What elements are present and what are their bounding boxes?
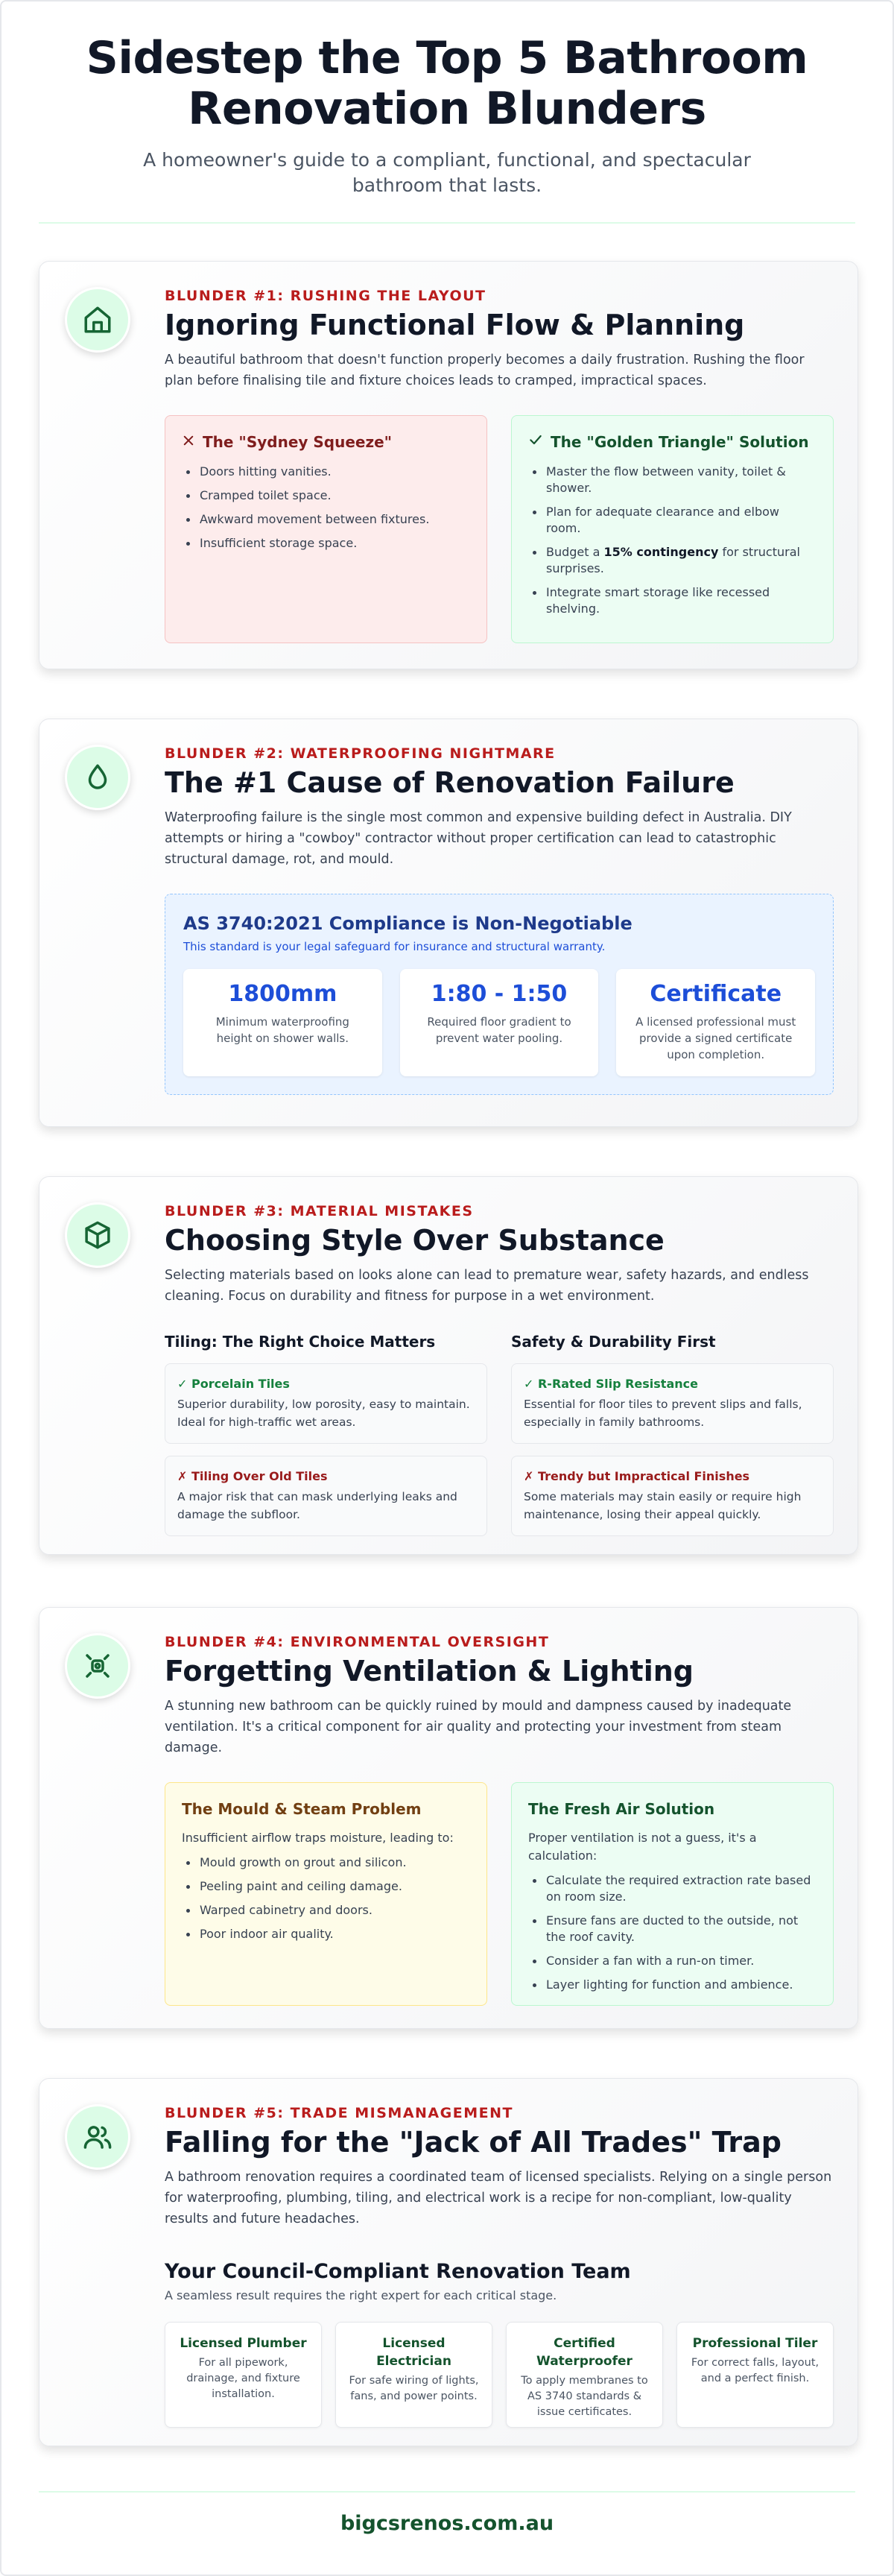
people-icon — [65, 2104, 130, 2170]
fresh-air-intro: Proper ventilation is not a guess, it's a calculation: — [528, 1831, 757, 1863]
golden-triangle-title: The "Golden Triangle" Solution — [551, 433, 809, 451]
stat-card — [616, 969, 815, 1076]
role-card — [676, 2322, 834, 2428]
blunder-5-title: Falling for the "Jack of All Trades" Trap — [165, 2126, 782, 2159]
blunder-3-card — [39, 1176, 858, 1555]
blunder-2-card — [39, 719, 858, 1127]
sydney-squeeze-box — [165, 415, 487, 643]
mould-problem-intro: Insufficient airflow traps moisture, leading to: — [182, 1831, 454, 1845]
material-description: Superior durability, low porosity, easy to maintain. Ideal for high-traffic wet areas. — [177, 1398, 470, 1429]
close-icon — [182, 432, 195, 452]
list-item: Doors hitting vanities. — [182, 464, 470, 480]
mould-problem-title: The Mould & Steam Problem — [182, 1800, 422, 1818]
role-description: For correct falls, layout, and a perfect finish. — [691, 2357, 820, 2384]
fresh-air-title: The Fresh Air Solution — [528, 1800, 715, 1818]
role-description: To apply membranes to AS 3740 standards & issue certificates. — [521, 2375, 648, 2418]
safety-heading: Safety & Durability First — [511, 1333, 716, 1351]
blunder-2-description: Waterproofing failure is the single most common and expensive building defect in Australia. DIY attempts or hiring a "cowboy" contractor without proper certification can lead to catastrophic structural damage, rot, and mould. — [165, 810, 792, 867]
page-header — [1, 1, 893, 198]
check-icon — [528, 432, 543, 452]
blunder-1-description: A beautiful bathroom that doesn't function properly becomes a daily frustration. Rushing the floor plan before finalising tile and fixture choices leads to cramped, impractical spaces. — [165, 353, 805, 388]
blunder-4-kicker: BLUNDER #4: ENVIRONMENTAL OVERSIGHT — [165, 1634, 550, 1650]
material-card — [165, 1456, 487, 1536]
blunder-3-kicker: BLUNDER #3: MATERIAL MISTAKES — [165, 1203, 474, 1219]
list-item: Peeling paint and ceiling damage. — [182, 1878, 470, 1895]
stat-value: Certificate — [650, 981, 782, 1007]
stat-card — [183, 969, 382, 1076]
water-drop-icon — [65, 745, 130, 810]
list-item: Layer lighting for function and ambience. — [528, 1977, 817, 1993]
mould-problem-box — [165, 1782, 487, 2006]
stat-card — [400, 969, 599, 1076]
list-item: Budget a 15% contingency for structural surprises. — [528, 544, 817, 577]
blunder-4-description: A stunning new bathroom can be quickly ruined by mould and dampness caused by inadequate ventilation. It's a critical component for air quality and protecting your investment from steam damage. — [165, 1699, 792, 1755]
blunder-2-title: The #1 Cause of Renovation Failure — [165, 766, 735, 799]
material-description: Some materials may stain easily or require high maintenance, losing their appeal quickly. — [524, 1490, 802, 1521]
blunder-4-title: Forgetting Ventilation & Lighting — [165, 1655, 694, 1688]
tiling-heading: Tiling: The Right Choice Matters — [165, 1333, 436, 1351]
list-item: Ensure fans are ducted to the outside, not the roof cavity. — [528, 1913, 817, 1945]
material-description: Essential for floor tiles to prevent slips and falls, especially in family bathrooms. — [524, 1398, 802, 1429]
list-item: Cramped toilet space. — [182, 487, 470, 504]
material-card — [511, 1363, 834, 1444]
material-good-title: ✓ R-Rated Slip Resistance — [524, 1377, 698, 1391]
divider — [39, 222, 855, 224]
list-item: Warped cabinetry and doors. — [182, 1902, 470, 1919]
list-item: Mould growth on grout and silicon. — [182, 1854, 470, 1871]
golden-triangle-box — [511, 415, 834, 643]
blunder-5-description: A bathroom renovation requires a coordinated team of licensed specialists. Relying on a single person for waterproofing, plumbing, tiling, and electrical work is a recipe for non-compliant, low-quality results and future headaches. — [165, 2170, 832, 2226]
page-subtitle: A homeowner's guide to a compliant, functional, and spectacular bathroom that lasts. — [143, 149, 751, 196]
safety-column — [511, 1332, 834, 1536]
blunder-2-kicker: BLUNDER #2: WATERPROOFING NIGHTMARE — [165, 745, 556, 762]
compliance-subtitle: This standard is your legal safeguard for insurance and structural warranty. — [183, 940, 606, 953]
list-item: Insufficient storage space. — [182, 535, 470, 552]
role-title: Professional Tiler — [692, 2336, 818, 2351]
blunder-1-card — [39, 261, 858, 669]
stat-description: Minimum waterproofing height on shower walls. — [215, 1015, 349, 1045]
role-title: Licensed Electrician — [376, 2336, 451, 2369]
role-title: Certified Waterproofer — [536, 2336, 633, 2369]
team-subheading: A seamless result requires the right expert for each critical stage. — [165, 2288, 557, 2302]
material-good-title: ✓ Porcelain Tiles — [177, 1377, 290, 1391]
blunder-3-description: Selecting materials based on looks alone can lead to premature wear, safety hazards, and endless cleaning. Focus on durability and fitness for purpose in a wet environment. — [165, 1268, 809, 1304]
role-card — [335, 2322, 492, 2428]
stat-description: Required floor gradient to prevent water pooling. — [427, 1015, 571, 1045]
page-title: Sidestep the Top 5 Bathroom Renovation Blunders — [86, 32, 808, 135]
stat-description: A licensed professional must provide a signed certificate upon completion. — [635, 1015, 796, 1061]
material-description: A major risk that can mask underlying leaks and damage the subfloor. — [177, 1490, 457, 1521]
stat-value: 1:80 - 1:50 — [431, 981, 568, 1007]
blunder-1-title: Ignoring Functional Flow & Planning — [165, 309, 745, 341]
material-card — [165, 1363, 487, 1444]
house-icon — [65, 287, 130, 353]
list-item: Integrate smart storage like recessed shelving. — [528, 584, 817, 617]
team-heading: Your Council-Compliant Renovation Team — [165, 2260, 631, 2283]
compliance-title: AS 3740:2021 Compliance is Non-Negotiable — [183, 913, 633, 934]
role-card — [165, 2322, 322, 2428]
blunder-5-kicker: BLUNDER #5: TRADE MISMANAGEMENT — [165, 2105, 513, 2121]
compliance-panel — [165, 894, 834, 1095]
exhaust-fan-icon — [65, 1633, 130, 1699]
material-bad-title: ✗ Tiling Over Old Tiles — [177, 1469, 328, 1483]
list-item: Consider a fan with a run-on timer. — [528, 1953, 817, 1969]
blunder-5-card — [39, 2078, 858, 2446]
footer-divider — [39, 2491, 855, 2493]
list-item: Plan for adequate clearance and elbow room. — [528, 504, 817, 537]
role-title: Licensed Plumber — [180, 2336, 307, 2351]
role-description: For safe wiring of lights, fans, and power points. — [349, 2375, 479, 2402]
material-bad-title: ✗ Trendy but Impractical Finishes — [524, 1469, 750, 1483]
role-description: For all pipework, drainage, and fixture installation. — [186, 2357, 300, 2400]
material-card — [511, 1456, 834, 1536]
blunder-3-title: Choosing Style Over Substance — [165, 1224, 665, 1257]
list-item: Poor indoor air quality. — [182, 1926, 470, 1942]
tiling-column — [165, 1332, 487, 1536]
stat-value: 1800mm — [228, 981, 337, 1007]
blunder-4-card — [39, 1607, 858, 2029]
fresh-air-box — [511, 1782, 834, 2006]
footer-site-link[interactable]: bigcsrenos.com.au — [340, 2512, 554, 2535]
cube-icon — [65, 1202, 130, 1268]
sydney-squeeze-title: The "Sydney Squeeze" — [203, 433, 393, 451]
list-item: Calculate the required extraction rate based on room size. — [528, 1872, 817, 1905]
list-item: Awkward movement between fixtures. — [182, 511, 470, 528]
list-item: Master the flow between vanity, toilet & shower. — [528, 464, 817, 496]
role-card — [506, 2322, 663, 2428]
blunder-1-kicker: BLUNDER #1: RUSHING THE LAYOUT — [165, 288, 486, 304]
